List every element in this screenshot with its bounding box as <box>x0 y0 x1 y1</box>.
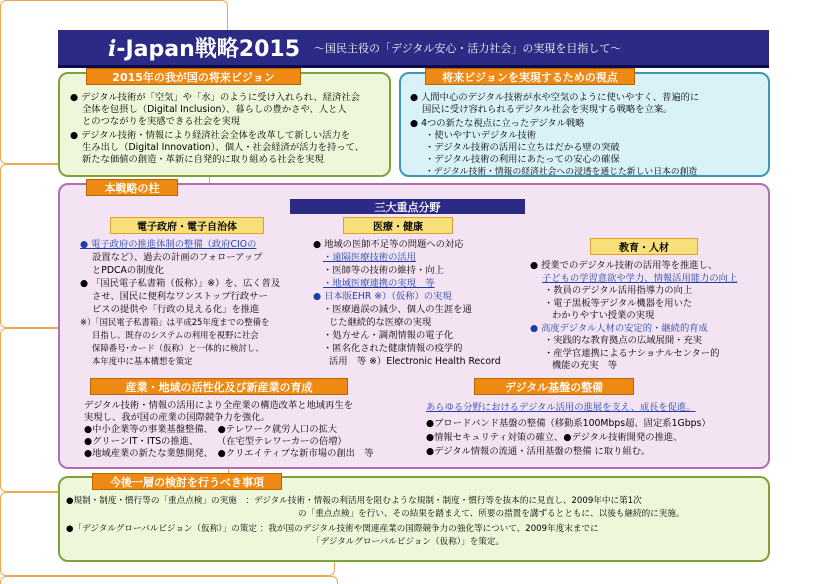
col2-line: ・匿名化された健康情報の疫学的 <box>323 343 463 354</box>
three-areas-banner: 三大重点分野 <box>290 199 525 214</box>
viewpoint-line-5: ・デジタル技術の活用に立ちはだかる壁の突破 <box>425 142 620 153</box>
future-line-3: ●「デジタルグローバルビジョン（仮称）」の策定 ：我が国のデジタル技術や関連産業の国際競争力の強化等について、2009年度末までに <box>66 524 599 534</box>
col3-line: 機能の充実 等 <box>552 360 618 371</box>
digital-line-1: あらゆる分野におけるデジタル活用の進展を支え、成長を促進。 <box>426 402 696 413</box>
page-subtitle: ～国民主役の「デジタル安心・活力社会」の実現を目指して～ <box>314 41 622 55</box>
vision-line-1: ● デジタル技術が「空気」や「水」のように受け入れられ、経済社会 <box>70 92 360 103</box>
col2-line: ・地域医療連携の実現 等 <box>323 278 435 289</box>
col2-line: ・医療過誤の減少、個人の生涯を通 <box>323 304 472 315</box>
egov-title: 電子政府・電子自治体 <box>110 217 264 234</box>
col2-line: ・処方せん・調剤情報の電子化 <box>323 330 454 341</box>
col1-line: ※）「国民電子私書箱」は平成25年度までの整備を <box>80 317 270 327</box>
viewpoint-line-2: 国民に受け容れられるデジタル社会を実現する戦略を立案。 <box>422 104 673 115</box>
page-title <box>108 32 300 63</box>
industry-line-2: 実現し、我が国の産業の国際競争力を強化。 <box>84 412 270 423</box>
vision-line-3: とのつながりを実感できる社会を実現 <box>82 116 241 127</box>
vision-line-2: 全体を包摂し（Digital Inclusion）、暮らしの豊かさや、人と人 <box>82 104 347 115</box>
col1-line: ビスの提供や「行政の見える化」を推進 <box>92 304 260 315</box>
col3-line: わかりやすい授業の実現 <box>552 310 655 321</box>
title-bar <box>58 30 769 68</box>
vision-line-6: 新たな価値の創造・革新に自発的に取り組める社会を実現 <box>82 154 324 165</box>
health-title: 医療・健康 <box>343 217 453 234</box>
col2-line: ● 地域の医師不足等の問題への対応 <box>313 239 464 250</box>
viewpoint-line-6: ・デジタル技術の利用にあたっての安心の確保 <box>425 154 620 165</box>
viewpoint-label: 将来ビジョンを実現するための視点 <box>425 68 635 85</box>
col1-line: させ、国民に便利なワンストップ行政サー <box>92 291 268 302</box>
col1-line: 目指し、既存のシステムの利用を視野に社会 <box>92 330 259 340</box>
col1-line: 保障番号･カード（仮称）と一体的に検討し、 <box>92 343 264 353</box>
col2-line: ・医師等の技術の維持・向上 <box>323 265 444 276</box>
col2-line: ● 日本版EHR ※）（仮称）の実現 <box>313 291 452 302</box>
col1-line: 本年度中に基本構想を策定 <box>92 356 193 366</box>
future-line-4: 「デジタルグローバルビジョン（仮称）」を策定。 <box>312 537 505 547</box>
industry-line-5: ●地域産業の新たな業態開発、 ●クリエイティブな新市場の創出 等 <box>84 448 374 459</box>
col2-line: じた継続的な医療の実現 <box>329 317 432 328</box>
col3-line: ・教員のデジタル活用指導力の向上 <box>544 285 693 296</box>
title-i: i <box>108 36 117 62</box>
col3-line: ・電子黒板等デジタル機器を用いた <box>544 297 693 309</box>
viewpoint-line-1: ● 人間中心のデジタル技術が水や空気のように使いやすく、普遍的に <box>410 92 700 103</box>
digital-infra-box <box>0 576 338 584</box>
vision-label: 2015年の我が国の将来ビジョン <box>86 68 301 85</box>
industry-label: 産業・地域の活性化及び新産業の育成 <box>90 378 348 395</box>
education-title: 教育・人材 <box>590 238 698 255</box>
digital-infra-label: デジタル基盤の整備 <box>474 378 634 395</box>
col3-line: ● 高度デジタル人材の安定的・継続的育成 <box>530 322 708 334</box>
viewpoint-line-4: ・使いやすいデジタル技術 <box>425 130 537 141</box>
digital-line-2: ●ブロードバンド基盤の整備（移動系100Mbps超、固定系1Gbps） <box>426 418 711 429</box>
viewpoint-line-7: ・デジタル技術・情報の経済社会への浸透を通じた新しい日本の創造 <box>425 167 698 177</box>
industry-line-4: ●グリーンIT・ITSの推進、 （在宅型テレワーカーの倍増） <box>84 436 347 447</box>
future-line-2: の「重点点検」を行い、その結果を踏まえて、所要の措置を講ずるとともに、以後も継続的に実施。 <box>298 509 685 519</box>
viewpoint-line-3: ● 4つの新たな視点に立ったデジタル戦略 <box>410 118 585 129</box>
col1-line: ● 「国民電子私書箱（仮称）」※）を、広く普及 <box>80 278 281 289</box>
title-text: -Japan戦略2015 <box>116 37 301 62</box>
industry-line-3: ●中小企業等の事業基盤整備、 ●テレワーク就労人口の拡大 <box>84 424 338 435</box>
col1-line: ● 電子政府の推進体制の整備（政府CIOの <box>80 239 257 250</box>
col3-line: 子どもの学習意欲や学力、情報活用能力の向上 <box>542 272 738 284</box>
digital-line-4: ●デジタル情報の流通・活用基盤の整備 に取り組む。 <box>426 446 651 457</box>
main-pillars-label: 本戦略の柱 <box>86 179 178 196</box>
col3-line: ● 授業でのデジタル技術の活用等を推進し、 <box>530 260 718 271</box>
vision-line-4: ● デジタル技術・情報により経済社会全体を改革して新しい活力を <box>70 130 351 141</box>
col3-line: ・産学官連携によるナショナルセンター的 <box>544 347 720 359</box>
vision-line-5: 生み出し（Digital Innovation）、個人・社会経済が活力を持って、 <box>82 142 365 153</box>
digital-line-3: ●情報セキュリティ対策の確立、●デジタル技術開発の推進、 <box>426 432 683 443</box>
col3-line: ・実践的な教育拠点の広域展開・充実 <box>544 335 703 346</box>
future-review-label: 今後一層の検討を行うべき事項 <box>92 473 282 490</box>
col2-line: ・遠隔医療技術の活用 <box>323 252 416 263</box>
future-line-1: ●規制・制度・慣行等の「重点点検」の実施 ：デジタル技術・情報の利活用を阻むような規制・制度・慣行等を抜本的に見直し、2009年中に第1次 <box>66 496 642 506</box>
industry-line-1: デジタル技術・情報の活用により全産業の構造改革と地域再生を <box>84 400 354 411</box>
col2-line: 活用 等 ※）Electronic Health Record <box>329 356 501 367</box>
col1-line: とPDCAの制度化 <box>92 265 165 276</box>
col1-line: 設置など）、過去の計画のフォローアップ <box>92 252 263 263</box>
